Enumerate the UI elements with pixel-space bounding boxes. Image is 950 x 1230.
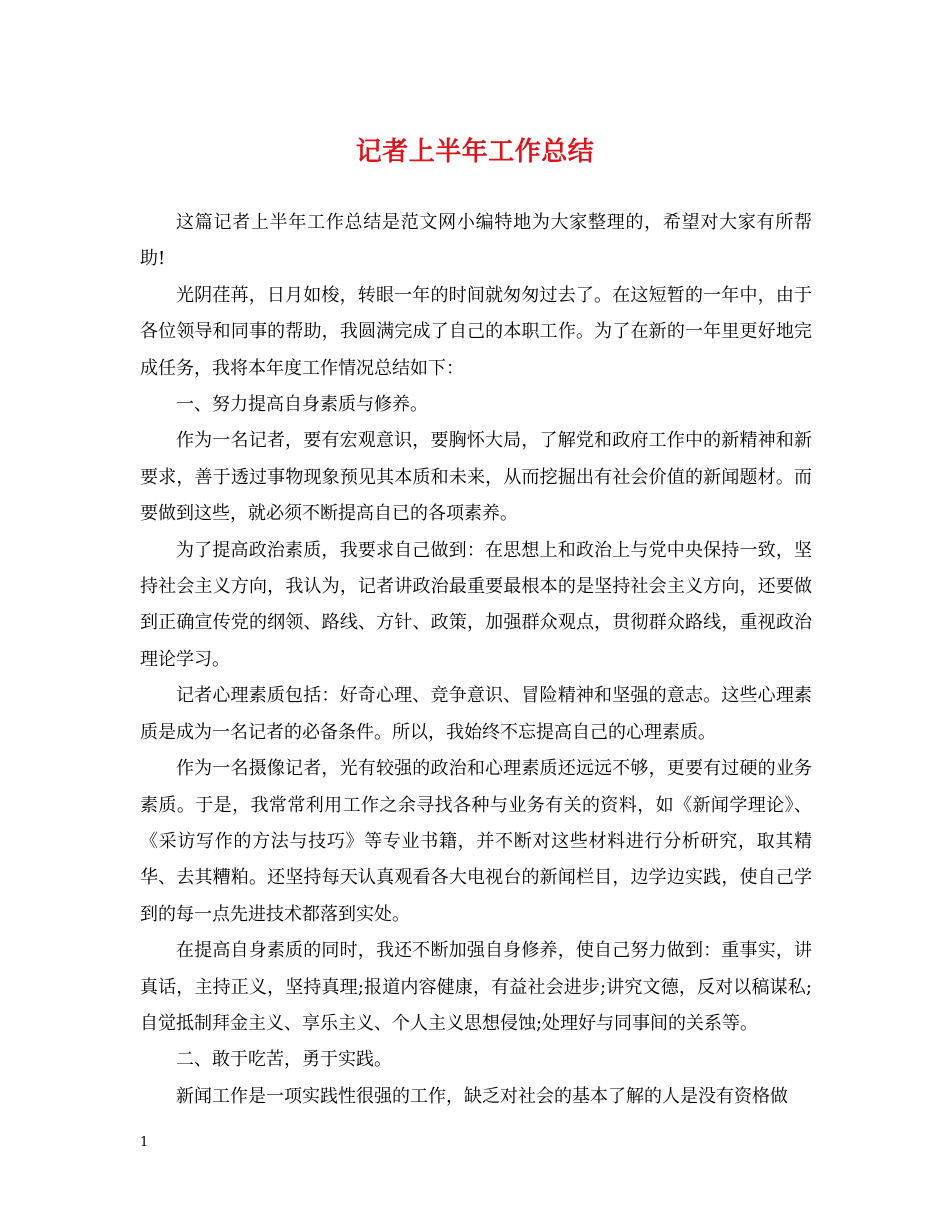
- paragraph: 新闻工作是一项实践性很强的工作，缺乏对社会的基本了解的人是没有资格做: [176, 1085, 788, 1107]
- paragraph: 为了提高政治素质，我要求自己做到：在思想上和政治上与党中央保持一致，坚持社会主义方向，我认为，记者讲政治最重要最根本的是坚持社会主义方向，还要做到正确宣传党的纲领、路线、方针、政策，加强群众观点，贯彻群众路线，重视政治理论学习。: [140, 539, 812, 670]
- document-body: [140, 205, 812, 1115]
- section-heading: 二、敢于吃苦，勇于实践。: [176, 1049, 392, 1071]
- paragraph: 在提高自身素质的同时，我还不断加强自身修养，使自己努力做到：重事实，讲真话，主持正义，坚持真理;报道内容健康，有益社会进步;讲究文德，反对以稿谋私;自觉抵制拜金主义、享乐主义、个人主义思想侵蚀;处理好与同事间的关系等。: [140, 940, 812, 1034]
- paragraph: 作为一名摄像记者，光有较强的政治和心理素质还远远不够，更要有过硬的业务素质。于是，我常常利用工作之余寻找各种与业务有关的资料，如《新闻学理论》、《采访写作的方法与技巧》等专业书籍，并不断对这些材料进行分析研究，取其精华、去其糟粕。还坚持每天认真观看各大电视台的新闻栏目，边学边实践，使自己学到的每一点先进技术都落到实处。: [140, 758, 812, 925]
- paragraph: 光阴荏苒，日月如梭，转眼一年的时间就匆匆过去了。在这短暂的一年中，由于各位领导和同事的帮助，我圆满完成了自己的本职工作。为了在新的一年里更好地完成任务，我将本年度工作情况总结如下：: [140, 284, 812, 379]
- paragraph: 作为一名记者，要有宏观意识，要胸怀大局，了解党和政府工作中的新精神和新要求，善于透过事物现象预见其本质和未来，从而挖掘出有社会价值的新闻题材。而要做到这些，就必须不断提高自已的各项素养。: [140, 430, 812, 525]
- paragraph: 记者心理素质包括：好奇心理、竞争意识、冒险精神和坚强的意志。这些心理素质是成为一名记者的必备条件。所以，我始终不忘提高自己的心理素质。: [140, 685, 812, 743]
- page-number: 1: [140, 1135, 149, 1150]
- page-title: 记者上半年工作总结: [355, 137, 595, 167]
- paragraph-intro: 这篇记者上半年工作总结是范文网小编特地为大家整理的，希望对大家有所帮助!: [140, 212, 812, 270]
- section-heading: 一、努力提高自身素质与修养。: [176, 394, 428, 416]
